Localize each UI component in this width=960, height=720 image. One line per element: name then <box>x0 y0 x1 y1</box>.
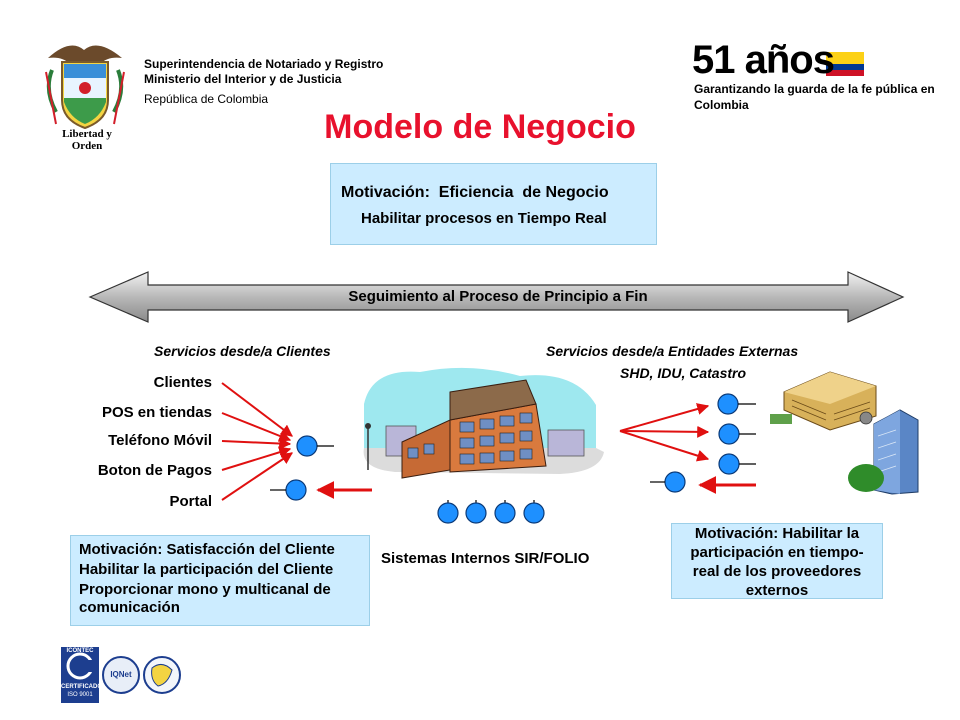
client-red-arrows <box>222 383 292 500</box>
page-title: Modelo de Negocio <box>324 108 636 146</box>
client-item-portal: Portal <box>169 493 212 510</box>
org-line-2: Ministerio del Interior y de Justicia <box>144 72 342 86</box>
external-entity-building-icon <box>770 372 876 430</box>
left-motivation-line-3: Proporcionar mono y multicanal de <box>79 581 331 598</box>
left-motivation-line-1: Motivación: Satisfacción del Cliente <box>79 541 335 558</box>
top-motivation-box <box>330 163 657 245</box>
left-motivation-line-4: comunicación <box>79 599 180 616</box>
left-motivation-line-2: Habilitar la participación del Cliente <box>79 561 334 578</box>
right-motivation-box <box>671 523 883 599</box>
cert-brand: ICONTEC <box>66 648 94 654</box>
client-item-clientes: Clientes <box>153 374 212 391</box>
top-motivation-line-1: Motivación: Eficiencia de Negocio <box>341 184 609 201</box>
iqnet-label: IQNet <box>110 670 132 679</box>
external-red-arrows <box>620 406 708 459</box>
internal-systems-building-icon <box>364 368 604 478</box>
colombia-quality-seal-logo <box>144 657 180 693</box>
anniversary-tagline-1: Garantizando la guarda de la fe pública en <box>694 82 935 96</box>
anniversary-heading: 51 años <box>692 38 834 82</box>
anniversary-tagline-2: Colombia <box>694 98 749 112</box>
org-line-3: República de Colombia <box>144 92 269 106</box>
emblem-motto: Libertad y Orden <box>62 128 112 152</box>
cert-standard: ISO 9001 <box>67 692 93 698</box>
external-subheading: SHD, IDU, Catastro <box>620 365 747 381</box>
external-heading: Servicios desde/a Entidades Externas <box>546 343 799 359</box>
client-node <box>297 436 334 456</box>
internal-system-nodes <box>438 500 544 523</box>
right-motivation-line-1: Motivación: Habilitar la <box>694 525 860 542</box>
client-item-pos: POS en tiendas <box>101 404 212 421</box>
internal-systems-label: Sistemas Internos SIR/FOLIO <box>381 550 590 567</box>
client-item-telefono: Teléfono Móvil <box>108 432 212 449</box>
arrow-banner-label: Seguimiento al Proceso de Principio a Fin <box>348 288 648 305</box>
clients-heading: Servicios desde/a Clientes <box>154 343 331 359</box>
external-tower-building-icon <box>848 410 918 494</box>
cert-label: CERTIFICADO <box>61 684 102 690</box>
top-motivation-line-2: Habilitar procesos en Tiempo Real <box>361 210 607 227</box>
client-item-boton-pagos: Boton de Pagos <box>97 462 212 479</box>
external-nodes <box>650 394 756 492</box>
right-motivation-line-4: externos <box>745 582 809 599</box>
portal-node <box>270 480 306 500</box>
right-motivation-line-3: real de los proveedores <box>692 563 862 580</box>
left-motivation-box <box>70 535 370 626</box>
org-line-1: Superintendencia de Notariado y Registro <box>144 57 384 71</box>
right-motivation-line-2: participación en tiempo- <box>690 544 864 561</box>
